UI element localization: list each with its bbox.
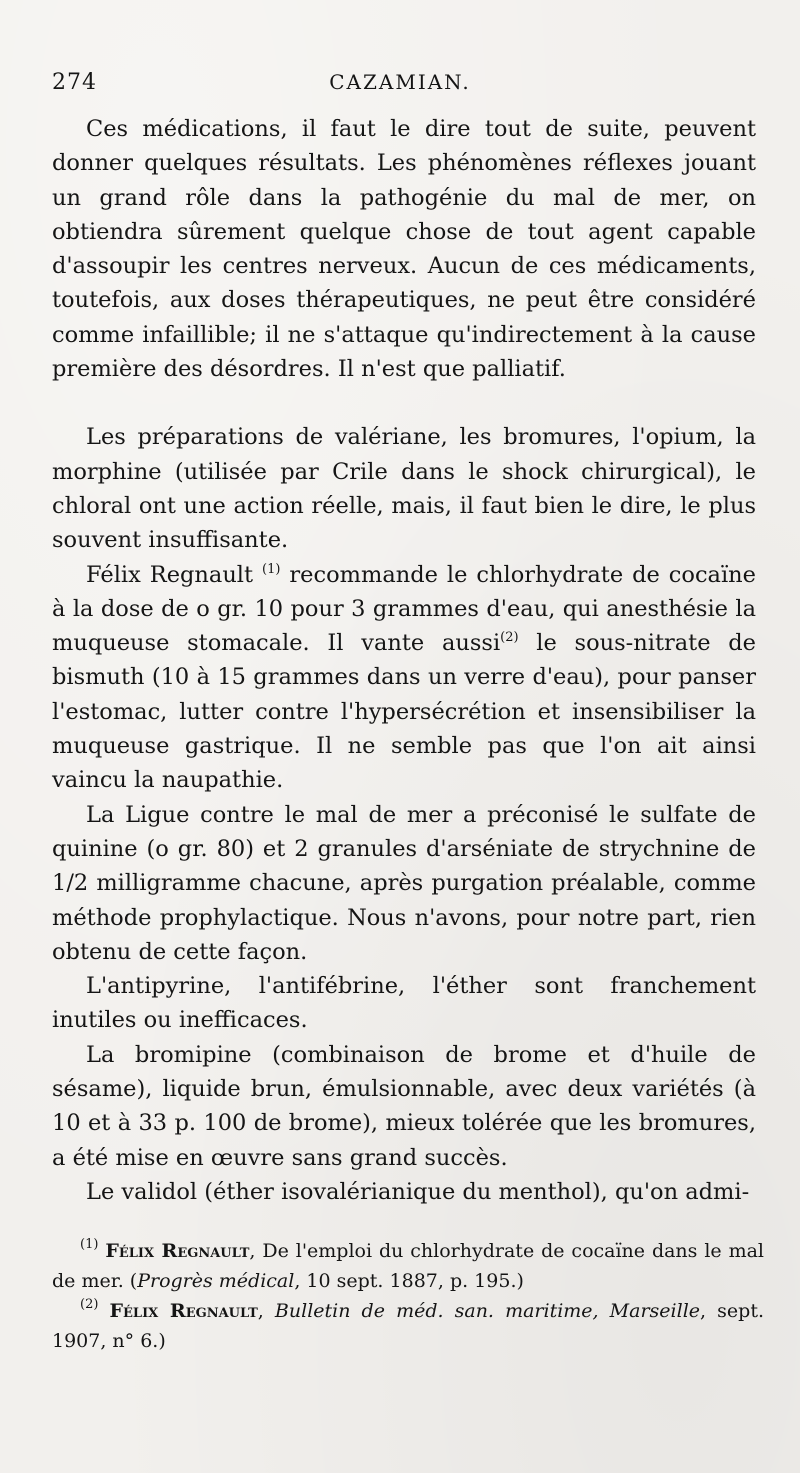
body-text — [52, 112, 756, 1209]
paragraph-3 — [52, 558, 756, 798]
paragraph-1: Ces médications, il faut le dire tout de suite, peuvent donner quelques résultats. Les phénomènes réflexes jouant un grand rôle dans la pathogénie du mal de mer, on obtiendra sûrement quelque chose de tout agent capable d'assoupir les centres nerveux. Aucun de ces médicaments, toutefois, aux doses thérapeutiques, ne peut être considéré comme infaillible; il ne s'attaque qu'indirectement à la cause première des désordres. Il n'est que palliatif. — [52, 116, 756, 383]
footnote-2-journal: Bulletin de méd. san. maritime, Marseille — [274, 1300, 701, 1322]
footnote-2 — [52, 1296, 764, 1356]
footnote-1-author: Félix Regnault — [105, 1240, 250, 1262]
paragraph-4: La Ligue contre le mal de mer a préconisé le sulfate de quinine (o gr. 80) et 2 granules d'arséniate de strychnine de 1/2 milligramme chacune, après purgation préalable, comme méthode prophylactique. Nous n'avons, pour notre part, rien obtenu de cette façon. — [52, 801, 756, 965]
paragraph-3-text-b: recommande le chlorhydrate de cocaïne à la dose de o gr. 10 pour 3 grammes d'eau, qui anesthésie la muqueuse stomacale. Il vante aussi — [52, 561, 756, 657]
paragraph-3-text-a: Félix Regnault — [86, 561, 263, 588]
footnote-2-text-a: , — [257, 1300, 275, 1322]
footnote-1-journal: Progrès médical — [137, 1270, 295, 1292]
paragraph-5: L'antipyrine, l'antifébrine, l'éther sont franchement inutiles ou inefficaces. — [52, 973, 756, 1034]
paragraph-6: La bromipine (combinaison de brome et d'huile de sésame), liquide brun, émulsionnable, avec deux variétés (à 10 et à 33 p. 100 de brome), mieux tolérée que les bromures, a été mise en œuvre sans grand succès. — [52, 1041, 756, 1171]
footnote-ref-2: (2) — [500, 630, 519, 646]
footnote-2-author: Félix Regnault — [109, 1300, 258, 1322]
page-header — [52, 70, 748, 100]
running-head: CAZAMIAN. — [329, 70, 471, 94]
footnote-1 — [52, 1236, 764, 1296]
footnotes — [52, 1236, 764, 1356]
footnote-1-text-a: , De l'emploi du chlorhydrate de cocaïne dans le mal de mer. ( — [52, 1240, 764, 1292]
footnote-ref-1: (1) — [262, 561, 281, 577]
page-number: 274 — [52, 70, 97, 95]
paragraph-2: Les préparations de valériane, les bromures, l'opium, la morphine (utilisée par Crile dans le shock chirurgical), le chloral ont une action réelle, mais, il faut bien le dire, le plus souvent insuffisante. — [52, 424, 756, 554]
paragraph-7: Le validol (éther isovalérianique du menthol), qu'on admi- — [86, 1178, 750, 1205]
footnote-2-text-b: , sept. 1907, n° 6.) — [52, 1300, 764, 1352]
paragraph-3-text-c: le sous-nitrate de bismuth (10 à 15 grammes dans un verre d'eau), pour panser l'estomac, lutter contre l'hypersécrétion et insensibiliser la muqueuse gastrique. Il ne semble pas que l'on ait ainsi vaincu la naupathie. — [52, 630, 756, 794]
footnote-2-marker: (2) — [80, 1297, 99, 1312]
footnote-1-marker: (1) — [80, 1237, 99, 1252]
footnote-1-text-b: , 10 sept. 1887, p. 195.) — [294, 1270, 524, 1292]
